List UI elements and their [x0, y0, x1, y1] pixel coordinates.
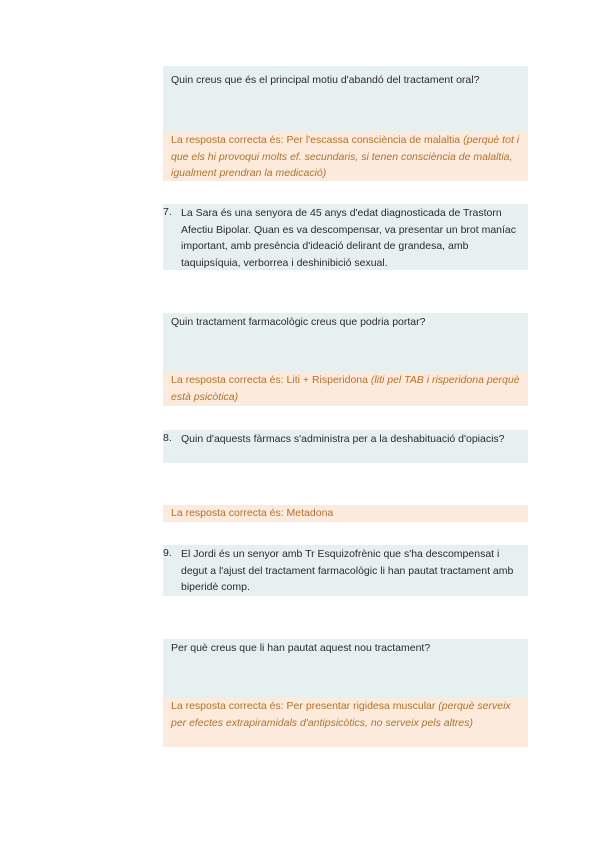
answer-7 — [163, 371, 528, 406]
question-8-text: Quin d'aquests fàrmacs s'administra per a la deshabituació d'opiacis? — [181, 433, 505, 445]
answer-8 — [163, 505, 528, 522]
question-8-number: 8. — [163, 432, 172, 444]
answer-7-text: La resposta correcta és: Liti + Risperidona — [171, 374, 368, 386]
question-8 — [163, 430, 528, 463]
answer-9-text: La resposta correcta és: Per presentar rigidesa muscular — [171, 700, 436, 712]
question-7-number: 7. — [163, 206, 172, 218]
question-9 — [163, 545, 528, 596]
question-abandonment — [163, 66, 528, 131]
question-7 — [163, 204, 528, 270]
answer-abandonment-note: (perquè tot i que els hi provoqui molts ef. secundaris, si tenen consciència de malaltia, igualment prendran la medicació) — [171, 134, 520, 179]
answer-abandonment-text: La resposta correcta és: Per l'escassa consciència de malaltia — [171, 134, 461, 146]
question-7-followup — [163, 313, 528, 371]
answer-9-note: (perquè serveix per efectes extrapiramidals d'antipsicòtics, no serveix pels altres) — [171, 700, 511, 729]
answer-9 — [163, 697, 528, 747]
answer-8-text: La resposta correcta és: Metadona — [171, 507, 334, 519]
question-9-followup — [163, 639, 528, 697]
question-abandonment-text: Quin creus que és el principal motiu d'abandó del tractament oral? — [171, 74, 480, 86]
answer-7-note: (liti pel TAB i risperidona perquè està psicòtica) — [171, 374, 520, 403]
answer-abandonment — [163, 131, 528, 181]
question-9-followup-text: Per què creus que li han pautat aquest nou tractament? — [171, 642, 431, 654]
question-7-followup-text: Quin tractament farmacològic creus que podria portar? — [171, 316, 426, 328]
question-9-text: El Jordi és un senyor amb Tr Esquizofrènic que s'ha descompensat i degut a l'ajust del tractament farmacològic li han pautat tractament amb biperidè comp. — [181, 548, 514, 593]
question-7-text: La Sara és una senyora de 45 anys d'edat diagnosticada de Trastorn Afectiu Bipolar. Quan es va descompensar, va presentar un brot maníac important, amb presència d'ideació delirant de grandesa, amb taquipsíquia, verborrea i deshinibició sexual. — [181, 207, 517, 269]
question-9-number: 9. — [163, 547, 172, 559]
